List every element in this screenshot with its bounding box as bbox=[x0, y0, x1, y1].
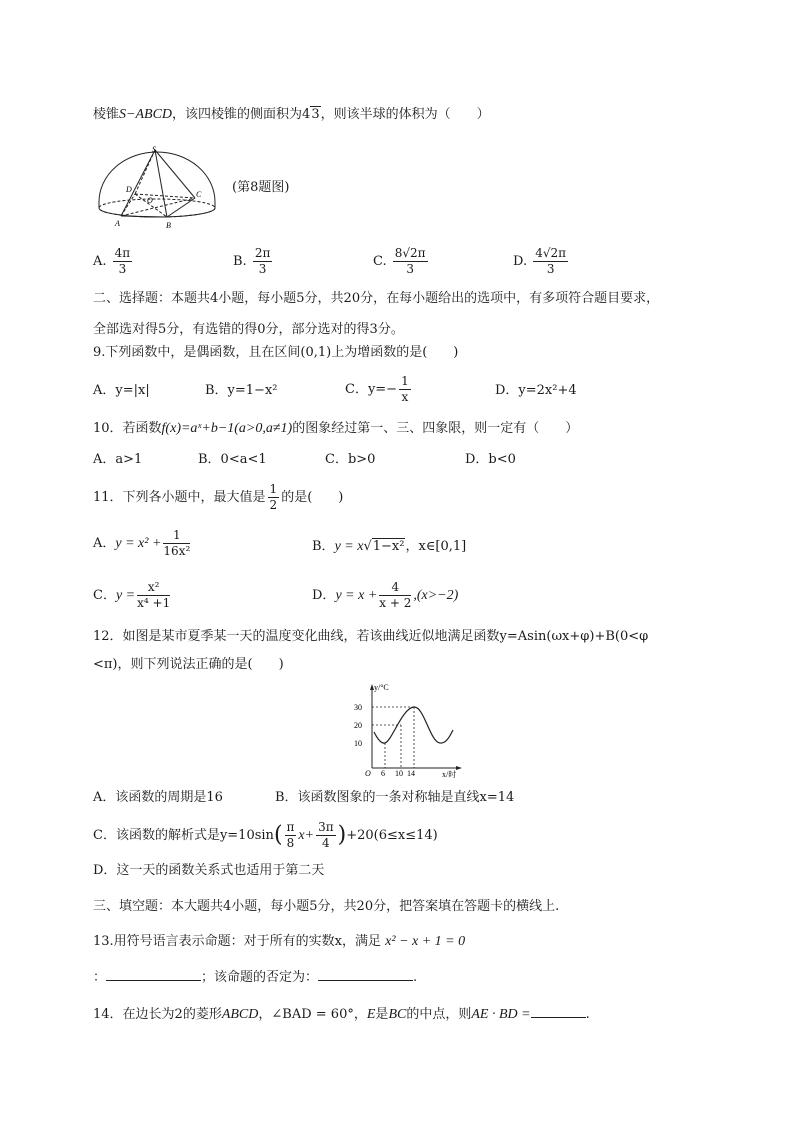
temperature-graph bbox=[350, 680, 470, 780]
q13-stem: 13.用符号语言表示命题：对于所有的实数x，满足 x² − x + 1 = 0 bbox=[93, 934, 466, 949]
q14-blank[interactable] bbox=[531, 1005, 586, 1018]
x-tick-6: 6 bbox=[381, 769, 385, 778]
q8-option-c: C. $\frac{8√2\pi}{3}$ bbox=[373, 246, 426, 276]
y-tick-30: 30 bbox=[354, 703, 362, 712]
label-c: C bbox=[196, 190, 202, 199]
q10-option-a: A．a>1 bbox=[93, 452, 143, 467]
q12-option-a: A．该函数的周期是16 bbox=[93, 790, 223, 805]
q9-option-d: D．y=2x²+4 bbox=[495, 383, 577, 398]
q8-option-d: D. $\frac{4√2\pi}{3}$ bbox=[513, 246, 567, 276]
q13-blank-1[interactable] bbox=[106, 968, 201, 981]
q9-stem: 9.下列函数中，是偶函数，且在区间(0,1)上为增函数的是( ) bbox=[93, 345, 459, 360]
hemisphere-figure bbox=[95, 146, 220, 232]
q8-option-a: A. $\frac{4\pi}{3}$ bbox=[93, 246, 131, 276]
q10-stem: 10．若函数f(x)=aˣ+b−1(a>0,a≠1)的图象经过第一、三、四象限，则一定有（ ） bbox=[93, 421, 579, 436]
q14-stem: 14．在边长为2的菱形ABCD，∠BAD = 60°，E是BC的中点，则AE · BD = . bbox=[93, 1007, 590, 1022]
q8-option-b: B. $\frac{2\pi}{3}$ bbox=[233, 246, 271, 276]
origin-label: O bbox=[365, 769, 371, 778]
q12-option-d: D．这一天的函数关系式也适用于第二天 bbox=[93, 863, 325, 878]
label-a: A bbox=[115, 219, 120, 228]
section2-heading: 二、选择题：本题共4小题，每小题5分，共20分，在每小题给出的选项中，有多项符合题目要求， bbox=[93, 291, 660, 306]
q13-answer-line: ： ；该命题的否定为： . bbox=[93, 970, 418, 985]
q10-option-c: C．b>0 bbox=[325, 452, 376, 467]
section2-note: 全部选对得5分，有选错的得0分，部分选对的得3分。 bbox=[93, 322, 404, 337]
q9-option-b: B．y=1−x² bbox=[205, 383, 278, 398]
label-s: S bbox=[152, 146, 156, 154]
section3-heading: 三、填空题：本大题共4小题，每小题5分，共20分，把答案填在答题卡的横线上. bbox=[93, 899, 560, 914]
label-o: O bbox=[147, 196, 153, 205]
q11-option-c: C．y = $\frac{\text{x²}}{\text{x⁴ +1}}$ bbox=[93, 580, 171, 610]
y-tick-10: 10 bbox=[354, 739, 362, 748]
q9-option-a: A．y=|x| bbox=[93, 383, 150, 398]
q8-figure-caption: (第8题图) bbox=[232, 180, 290, 195]
q11-option-b: B．y = x√1−x²，x∈[0,1] bbox=[312, 539, 467, 554]
q11-option-d: D．y = x + $\frac{4}{x + 2}$ ,(x>−2) bbox=[312, 580, 459, 610]
q11-option-a: A．y = x² + $\frac{1}{\text{16x²}}$ bbox=[93, 528, 191, 558]
q10-option-d: D．b<0 bbox=[465, 452, 516, 467]
label-d: D bbox=[126, 185, 132, 194]
q11-stem: 11．下列各小题中，最大值是 $\frac{1}{2}$ 的是( ) bbox=[93, 482, 344, 512]
y-tick-20: 20 bbox=[354, 721, 362, 730]
x-tick-10: 10 bbox=[395, 769, 403, 778]
q12-option-b: B．该函数图象的一条对称轴是直线x=14 bbox=[275, 790, 515, 805]
label-b: B bbox=[166, 221, 171, 230]
x-axis-label: x/时 bbox=[442, 770, 457, 779]
q12-stem-line2: <π)，则下列说法正确的是( ) bbox=[93, 657, 284, 672]
q13-blank-2[interactable] bbox=[318, 968, 413, 981]
y-axis-label: y/°C bbox=[374, 683, 389, 692]
q9-option-c: C．y=− $\frac{1}{x}$ bbox=[345, 374, 409, 404]
q12-stem-line1: 12．如图是某市夏季某一天的温度变化曲线，若该曲线近似地满足函数y=Asin(ωx+φ)+B(0<φ bbox=[93, 629, 649, 644]
q10-option-b: B．0<a<1 bbox=[198, 452, 267, 467]
q12-option-c: C．该函数的解析式是y=10sin( $\frac{\pi}{8}$ x+ $\frac{3\pi}{4}$ )+20(6≤x≤14) bbox=[93, 820, 438, 850]
q8-stem: 棱锥S−ABCD，该四棱锥的侧面积为43，则该半球的体积为（ ） bbox=[93, 107, 490, 122]
x-tick-14: 14 bbox=[407, 769, 415, 778]
